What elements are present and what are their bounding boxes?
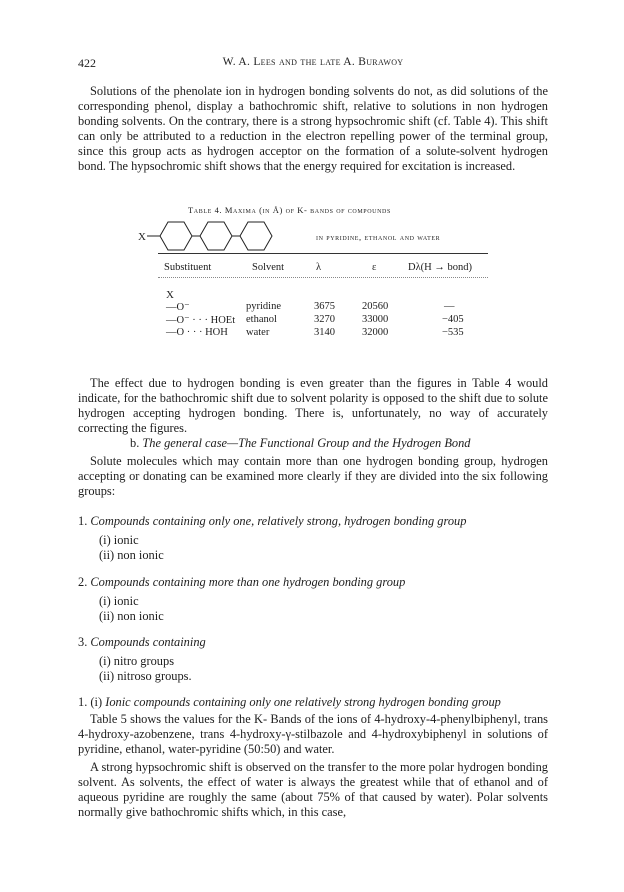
cell-lambda: 3270 (314, 314, 335, 325)
cell-dlambda: — (444, 301, 455, 312)
section-b-title: The general case—The Functional Group and the Hydrogen Bond (142, 436, 471, 450)
benzene-ring-2 (200, 222, 232, 250)
group-heading (78, 635, 206, 650)
section-b-label: b. (130, 436, 140, 450)
cell-substituent: —O⁻ (166, 302, 190, 313)
cell-dlambda: −405 (442, 314, 464, 325)
cell-epsilon: 32000 (362, 327, 389, 338)
subsection-number: 1. (i) (78, 695, 103, 709)
page-number: 422 (78, 56, 96, 70)
col-epsilon: ε (372, 262, 377, 273)
cell-solvent: pyridine (246, 301, 281, 312)
subsection-title: Ionic compounds containing only one relatively strong hydrogen bonding group (105, 695, 501, 709)
col-lambda: λ (316, 262, 322, 273)
cell-solvent: ethanol (246, 314, 277, 325)
benzene-ring-1 (160, 222, 192, 250)
paragraph-solute: Solute molecules which may contain more than one hydrogen bonding group, hydrogen accepting or donating can be examined more clearly if they are divided into the six following groups: (78, 454, 548, 498)
group-number: 1. (78, 514, 88, 528)
col-substituent: Substituent (164, 262, 212, 273)
group-title: Compounds containing (90, 635, 206, 649)
group-item: (ii) non ionic (99, 609, 164, 623)
running-head: W. A. Lees and the late A. Burawoy (222, 56, 404, 68)
section-b-heading (130, 436, 470, 451)
group-heading (78, 514, 466, 529)
structure-x-label: X (138, 231, 146, 243)
paragraph-phenolate: Solutions of the phenolate ion in hydrogen bonding solvents do not, as did solutions of the corresponding phenol, display a bathochromic shift, relative to solutions in non hydrogen bonding solvents. On the contrary, there is a strong hypsochromic shift (cf. Table 4). This shift can only be attributed to a reduction in the electron repelling power of the terminal group, since this group acts as hydrogen acceptor on the formation of a solute-solvent hydrogen bond. The hypsochromic shift shows that the energy required for excitation is increased. (78, 84, 548, 173)
table-x-label: X (166, 289, 174, 301)
paragraph-table5: Table 5 shows the values for the K- Bands of the ions of 4-hydroxy-4-phenylbiphenyl, trans 4-hydroxy-azobenzene, trans 4-hydroxy-γ-stilbazole and 4-hydroxybiphenyl in solutions of pyridine, ethanol, water-pyridine (50:50) and water. (78, 712, 548, 756)
cell-epsilon: 33000 (362, 314, 389, 325)
table-caption: Table 4. Maxima (in Å) of K- bands of compounds (188, 205, 391, 215)
cell-dlambda: −535 (442, 327, 464, 338)
cell-epsilon: 20560 (362, 301, 389, 312)
terphenyl-structure (138, 218, 300, 254)
benzene-ring-3 (240, 222, 272, 250)
structure-label: in pyridine, ethanol and water (316, 232, 441, 242)
group-title: Compounds containing only one, relatively strong, hydrogen bonding group (90, 514, 467, 528)
subsection-heading (78, 695, 501, 710)
cell-substituent: —O · · · HOH (166, 327, 228, 338)
paragraph-effect: The effect due to hydrogen bonding is even greater than the figures in Table 4 would indicate, for the bathochromic shift due to solvent polarity is opposed to the shift due to solute hydrogen accepting hydrogen bonding. There is, unfortunately, no way of accurately correcting the figures. (78, 376, 548, 435)
group-number: 3. (78, 635, 88, 649)
group-number: 2. (78, 575, 88, 589)
table-header-rule (158, 277, 488, 278)
group-item: (ii) non ionic (99, 548, 164, 562)
group-item: (i) ionic (99, 594, 139, 608)
col-solvent: Solvent (252, 262, 285, 273)
paragraph-hypsochromic: A strong hypsochromic shift is observed on the transfer to the more polar hydrogen bonding solvent. As solvents, the effect of water is always the greatest while that of ethanol and of aqueous pyridine are roughly the same (about 75% of that caused by water). Polar solvents normally give bathochromic shifts which, in this case, (78, 760, 548, 819)
table-top-rule (158, 253, 488, 254)
cell-substituent: —O⁻ · · · HOEt (166, 315, 236, 326)
cell-solvent: water (246, 327, 270, 338)
group-title: Compounds containing more than one hydrogen bonding group (90, 575, 406, 589)
cell-lambda: 3675 (314, 301, 335, 312)
group-item: (ii) nitroso groups. (99, 669, 192, 683)
col-dlambda: Dλ(H → bond) (408, 262, 472, 273)
group-item: (i) nitro groups (99, 654, 175, 668)
group-heading (78, 575, 405, 590)
cell-lambda: 3140 (314, 327, 335, 338)
page-header (78, 56, 548, 72)
group-item: (i) ionic (99, 533, 139, 547)
